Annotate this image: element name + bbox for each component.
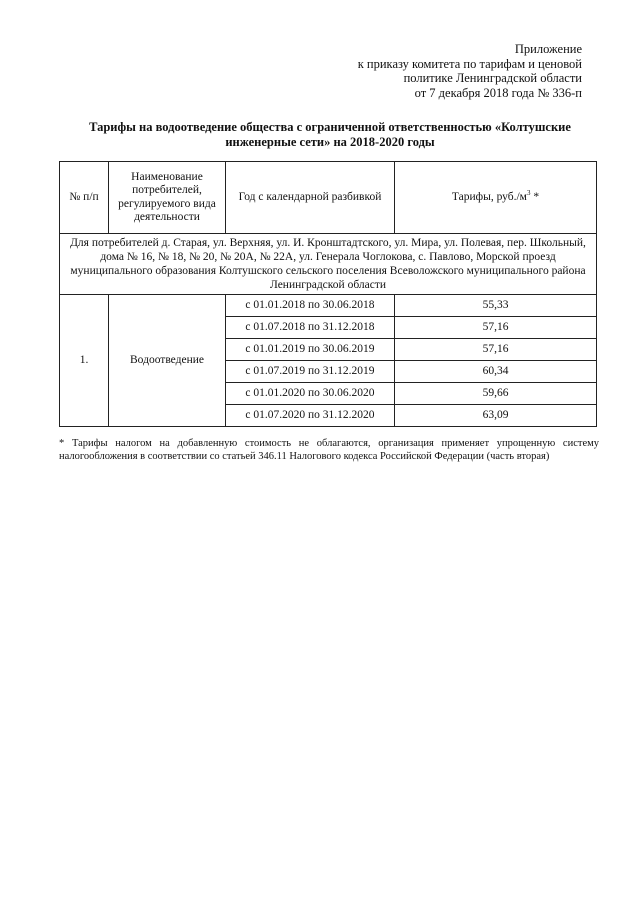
header-tariff-label: Тарифы, руб./м — [451, 190, 527, 203]
table-header-row — [60, 162, 597, 234]
appendix-committee-line: политике Ленинградской области — [403, 71, 582, 85]
period-cell: с 01.01.2020 по 30.06.2020 — [226, 383, 395, 405]
table-row — [60, 295, 597, 317]
period-cell: с 01.07.2019 по 31.12.2019 — [226, 361, 395, 383]
appendix-label: Приложение — [514, 42, 582, 56]
tariff-cell: 57,16 — [395, 317, 597, 339]
header-tariff — [395, 162, 597, 234]
region-description: Для потребителей д. Старая, ул. Верхняя, ул. И. Кронштадтского, ул. Мира, ул. Полевая, пер. Школьный, дома № 16, № 18, № 20, № 20А, № 22А, ул. Генерала Чоглокова, с. Павлово, Морской проезд муниципального образования Колтушского сельского поселения Всеволожского муниципального района Ленинградской области — [60, 234, 597, 295]
title-line-2: инженерные сети» на 2018-2020 годы — [225, 134, 435, 149]
tariff-cell: 60,34 — [395, 361, 597, 383]
region-row — [60, 234, 597, 295]
period-cell: с 01.01.2019 по 30.06.2019 — [226, 339, 395, 361]
tariff-cell: 57,16 — [395, 339, 597, 361]
header-tariff-superscript: 3 — [526, 188, 531, 197]
period-cell: с 01.01.2018 по 30.06.2018 — [226, 295, 395, 317]
period-cell: с 01.07.2020 по 31.12.2020 — [226, 405, 395, 427]
period-cell: с 01.07.2018 по 31.12.2018 — [226, 317, 395, 339]
header-consumer-name: Наименование потребителей, регулируемого вида деятельности — [109, 162, 226, 234]
tariff-cell: 55,33 — [395, 295, 597, 317]
tariff-cell: 59,66 — [395, 383, 597, 405]
title-line-1: Тарифы на водоотведение общества с ограниченной ответственностью «Колтушские — [89, 120, 571, 134]
item-number: 1. — [60, 295, 109, 427]
item-name: Водоотведение — [109, 295, 226, 427]
appendix-order-line: к приказу комитета по тарифам и ценовой — [357, 56, 582, 71]
appendix-date-line: от 7 декабря 2018 года № 336-п — [414, 85, 582, 100]
tariff-cell: 63,09 — [395, 405, 597, 427]
header-period: Год с календарной разбивкой — [226, 162, 395, 234]
document-title — [60, 120, 600, 149]
footnote: * Тарифы налогом на добавленную стоимость не облагаются, организация применяет упрощенную систему налогообложения в соответствии со статьей 346.11 Налогового кодекса Российской Федерации (часть вторая) — [59, 438, 599, 462]
header-number: № п/п — [60, 162, 109, 234]
appendix-header — [322, 42, 582, 100]
header-tariff-mark: * — [530, 190, 540, 203]
tariff-table — [59, 161, 597, 427]
